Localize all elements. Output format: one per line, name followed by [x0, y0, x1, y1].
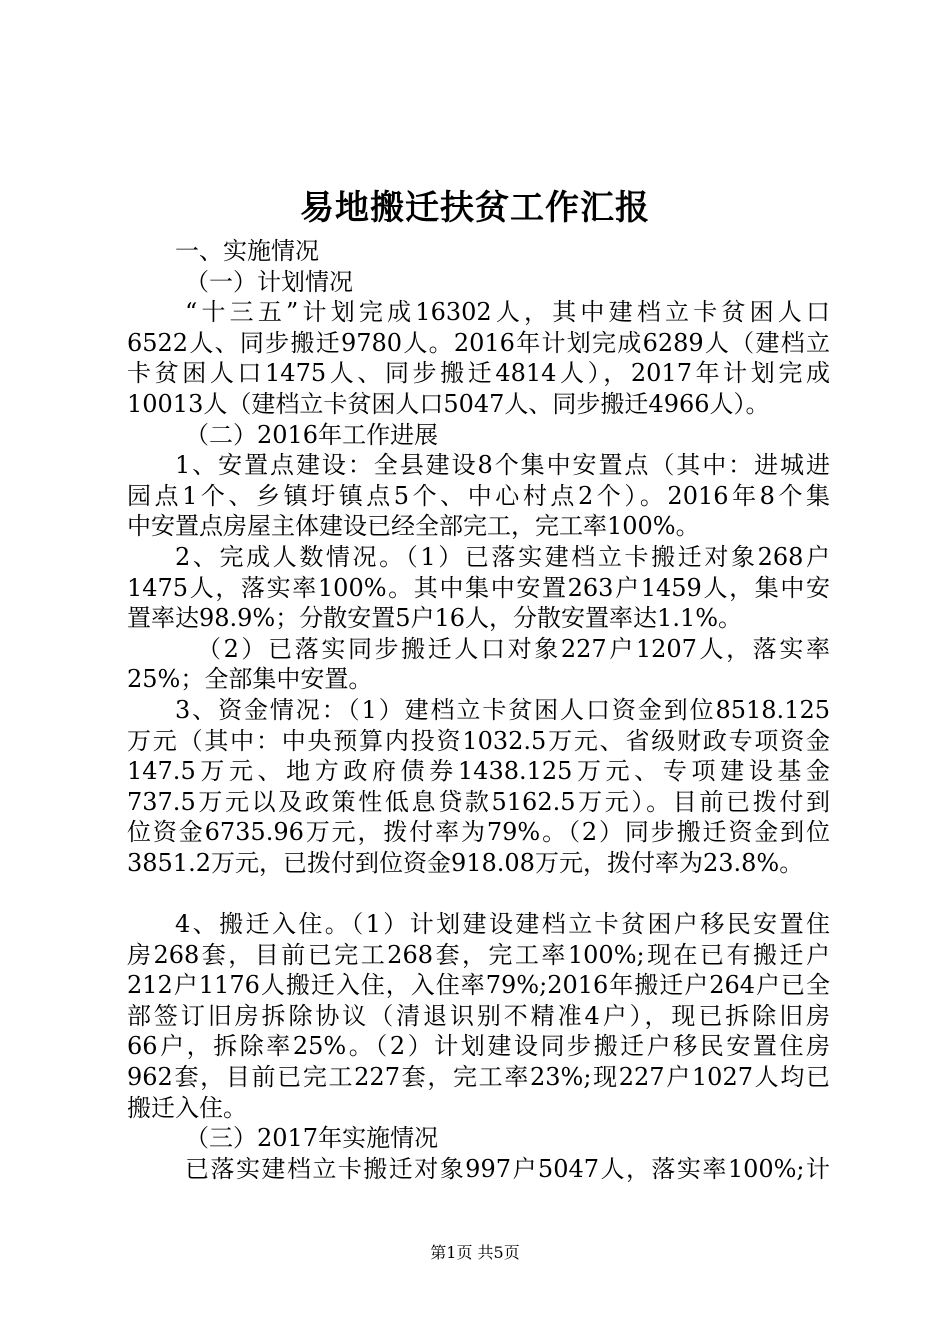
paragraph-line: 已落实建档立卡搬迁对象997户5047人，落实率100%;计	[185, 1154, 830, 1183]
paragraph-line: 万元（其中：中央预算内投资1032.5万元、省级财政专项资金	[127, 726, 830, 755]
paragraph-line: 4、搬迁入住。（1）计划建设建档立卡贫困户移民安置住	[175, 910, 830, 939]
paragraph-line: 10013人（建档立卡贫困人口5047人、同步搬迁4966人）。	[127, 389, 770, 418]
paragraph-line: 6522人、同步搬迁9780人。2016年计划完成6289人（建档立	[127, 328, 830, 357]
paragraph-line: 212户1176人搬迁入住，入住率79%;2016年搬迁户264户已全	[127, 971, 830, 1000]
page-number-footer: 第1页 共5页	[430, 1243, 520, 1262]
paragraph-line: 1、安置点建设：全县建设8个集中安置点（其中：进城进	[175, 451, 830, 480]
paragraph-line: 147.5万元、地方政府债券1438.125万元、专项建设基金	[127, 757, 830, 786]
paragraph-line: 737.5万元以及政策性低息贷款5162.5万元）。目前已拨付到	[127, 787, 830, 816]
paragraph-line: 部签订旧房拆除协议（清退识别不精准4户），现已拆除旧房	[127, 1001, 830, 1030]
document-title: 易地搬迁扶贫工作汇报	[300, 188, 650, 228]
paragraph-line: 3851.2万元，已拨付到位资金918.08万元，拨付率为23.8%。	[127, 848, 804, 877]
paragraph-spacer	[127, 878, 830, 909]
paragraph-line: 房268套，目前已完工268套，完工率100%;现在已有搬迁户	[127, 940, 830, 969]
document-body	[127, 236, 830, 1184]
paragraph-line: （2）已落实同步搬迁人口对象227户1207人，落实率	[197, 634, 830, 663]
paragraph-line: 2、完成人数情况。（1）已落实建档立卡搬迁对象268户	[175, 542, 830, 571]
subsection-heading-2017-implementation: （三）2017年实施情况	[185, 1124, 439, 1153]
paragraph-line: 卡贫困人口1475人、同步搬迁4814人），2017年计划完成	[127, 359, 830, 388]
paragraph-line: 1475人，落实率100%。其中集中安置263户1459人，集中安	[127, 573, 830, 602]
subsection-heading-2016-progress: （二）2016年工作进展	[185, 420, 439, 449]
paragraph-line: 3、资金情况：（1）建档立卡贫困人口资金到位8518.125	[175, 695, 830, 724]
paragraph-line: 位资金6735.96万元，拨付率为79%。（2）同步搬迁资金到位	[127, 818, 830, 847]
paragraph-line: 置率达98.9%；分散安置5户16人，分散安置率达1.1%。	[127, 604, 743, 633]
paragraph-line: 园点1个、乡镇圩镇点5个、中心村点2个）。2016年8个集	[127, 481, 830, 510]
paragraph-line: 搬迁入住。	[127, 1093, 247, 1122]
paragraph-line: 25%；全部集中安置。	[127, 665, 373, 694]
paragraph-line: 中安置点房屋主体建设已经全部完工，完工率100%。	[127, 512, 700, 541]
paragraph-line: 962套，目前已完工227套，完工率23%;现227户1027人均已	[127, 1063, 830, 1092]
subsection-heading-plan: （一）计划情况	[185, 267, 353, 296]
paragraph-line: “十三五”计划完成16302人，其中建档立卡贫困人口	[185, 298, 830, 327]
section-heading-implementation: 一、实施情况	[175, 237, 319, 265]
paragraph-line: 66户，拆除率25%。（2）计划建设同步搬迁户移民安置住房	[127, 1032, 830, 1061]
